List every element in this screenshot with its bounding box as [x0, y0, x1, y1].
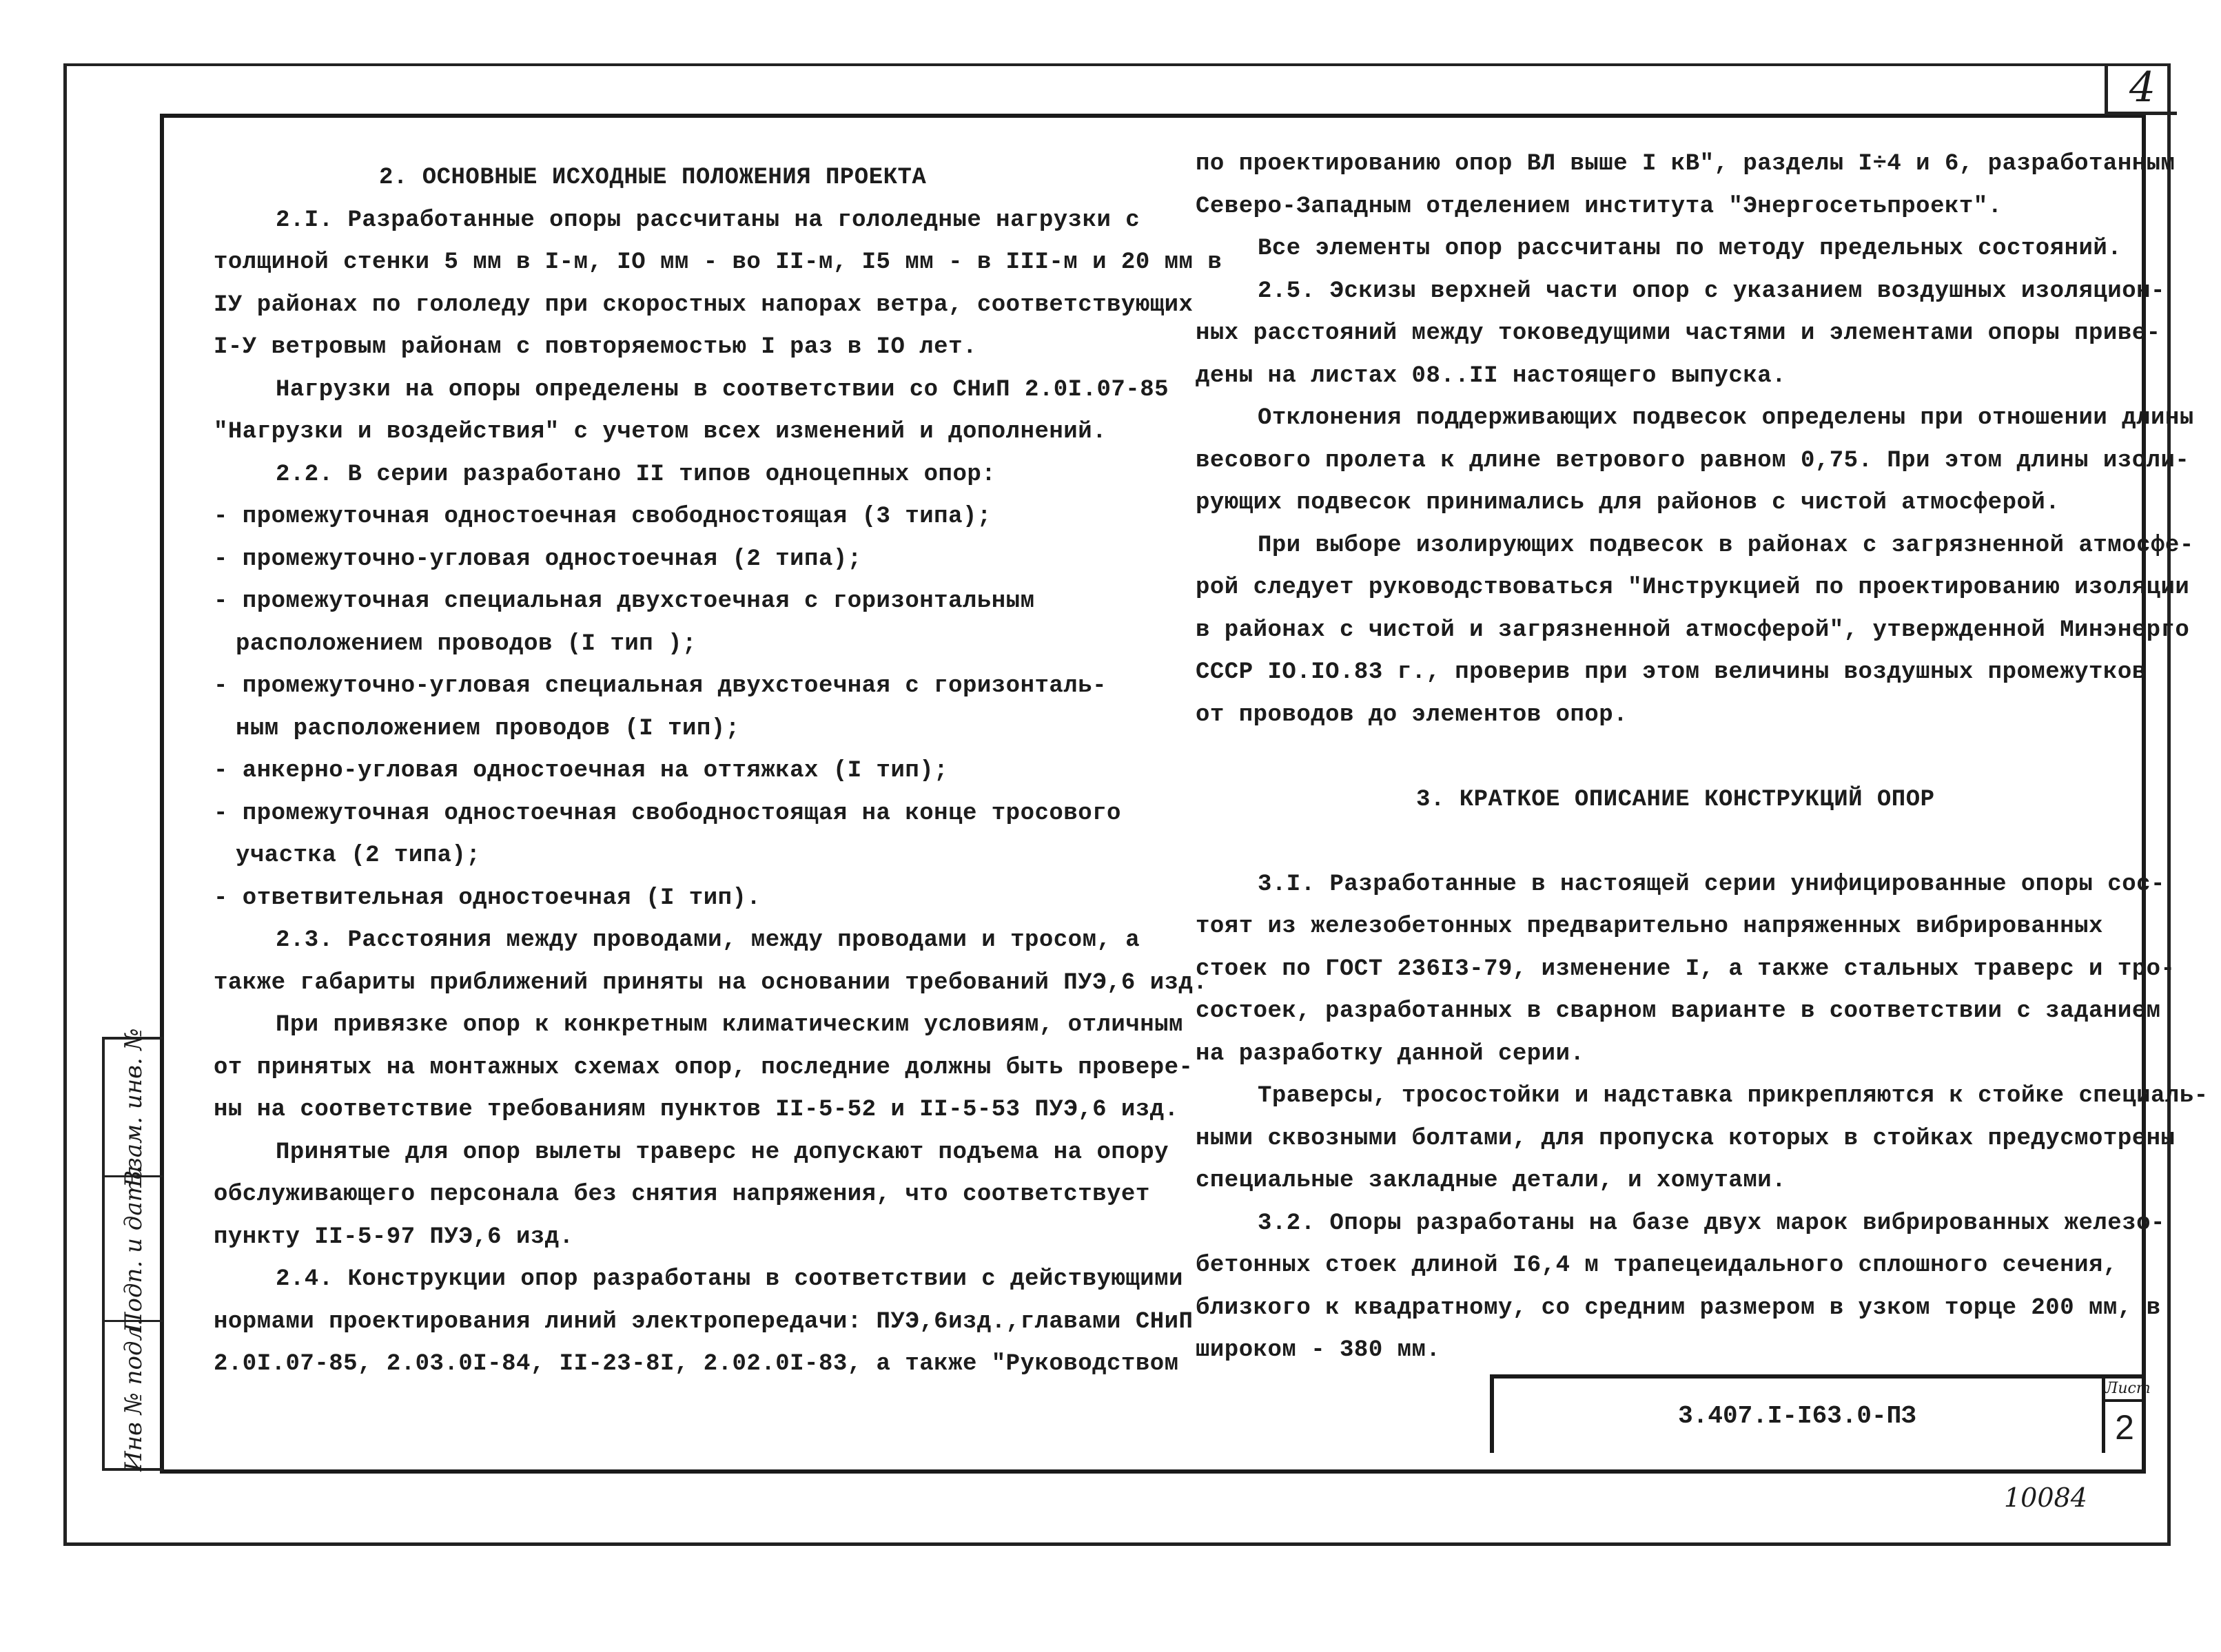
text-line: бетонных стоек длиной I6,4 м трапецеидального сплошного сечения, — [1196, 1252, 2118, 1279]
text-line: пункту II-5-97 ПУЭ,6 изд. — [214, 1223, 574, 1250]
text-line: - промежуточная специальная двухстоечная с горизонтальным — [214, 588, 1035, 615]
text-line: по проектированию опор ВЛ выше I кВ", разделы I÷4 и 6, разработанным — [1196, 151, 2176, 177]
left-text-column — [214, 157, 1222, 1386]
text-line: - промежуточно-угловая специальная двухстоечная с горизонталь- — [214, 673, 1107, 699]
text-line: ны на соответствие требованиям пунктов II-5-52 и II-5-53 ПУЭ,6 изд. — [214, 1097, 1179, 1123]
text-line: стоек по ГОСТ 236I3-79, изменение I, а также стальных траверс и тро- — [1196, 956, 2176, 982]
side-stamp — [102, 1027, 163, 1472]
stamp-label: Инв № подл. — [120, 1319, 147, 1472]
sheet-cell — [2102, 1379, 2151, 1453]
text-line: - анкерно-угловая одностоечная на оттяжках (I тип); — [214, 758, 949, 784]
stamp-replaced-inv — [105, 1027, 163, 1188]
text-line: толщиной стенки 5 мм в I-м, IО мм - во II-м, I5 мм - в III-м и 20 мм в — [214, 249, 1222, 276]
text-line: ных расстояний между токоведущими частями и элементами опоры приве- — [1196, 320, 2161, 347]
text-line: 2.I. Разработанные опоры рассчитаны на гололедные нагрузки с — [276, 207, 1140, 234]
text-line: 3.2. Опоры разработаны на базе двух марок вибрированных железо- — [1258, 1210, 2165, 1237]
document-code: 3.407.I-I63.0-ПЗ — [1678, 1401, 1916, 1430]
text-line: от принятых на монтажных схемах опор, последние должны быть провере- — [214, 1054, 1194, 1081]
stamp-label: Подп. и дата — [120, 1165, 147, 1332]
text-line: состоек, разработанных в сварном варианте в соответствии с заданием — [1196, 998, 2161, 1024]
section-heading: 3. КРАТКОЕ ОПИСАНИЕ КОНСТРУКЦИЙ ОПОР — [1416, 786, 1935, 813]
text-line: 3.I. Разработанные в настоящей серии унифицированные опоры сос- — [1258, 871, 2165, 898]
text-line: от проводов до элементов опор. — [1196, 701, 1628, 728]
text-line: "Нагрузки и воздействия" с учетом всех изменений и дополнений. — [214, 419, 1107, 445]
text-line: Принятые для опор вылеты траверс не допускают подъема на опору — [276, 1139, 1169, 1166]
text-line: широком - 380 мм. — [1196, 1337, 1441, 1363]
text-line: При привязке опор к конкретным климатическим условиям, отличным — [276, 1012, 1183, 1038]
text-line: нормами проектирования линий электропередачи: ПУЭ,6изд.,главами СНиП — [214, 1308, 1194, 1335]
text-line: в районах с чистой и загрязненной атмосферой", утвержденной Минэнерго — [1196, 617, 2190, 643]
text-line: дены на листах 08..II настоящего выпуска. — [1196, 362, 1787, 389]
text-line: рующих подвесок принимались для районов с чистой атмосферой. — [1196, 490, 2060, 516]
text-line: Нагрузки на опоры определены в соответствии со СНиП 2.0I.07-85 — [276, 376, 1169, 403]
text-line: 2.0I.07-85, 2.03.0I-84, II-23-8I, 2.02.0I-83, а также "Руководством — [214, 1351, 1179, 1377]
text-line: - промежуточная одностоечная свободностоящая (3 типа); — [214, 504, 992, 530]
text-line: на разработку данной серии. — [1196, 1040, 1585, 1067]
text-line: ным расположением проводов (I тип); — [236, 715, 740, 742]
section-heading: 2. ОСНОВНЫЕ ИСХОДНЫЕ ПОЛОЖЕНИЯ ПРОЕКТА — [379, 165, 927, 191]
text-line: специальные закладные детали, и хомутами. — [1196, 1168, 1787, 1194]
blank-line — [1196, 736, 2209, 779]
text-line: 2.3. Расстояния между проводами, между проводами и тросом, а — [276, 927, 1140, 953]
text-line: Все элементы опор рассчитаны по методу предельных состояний. — [1258, 236, 2122, 262]
text-line: Траверсы, тросостойки и надставка прикрепляются к стойке специаль- — [1258, 1083, 2209, 1109]
text-line: тоят из железобетонных предварительно напряженных вибрированных — [1196, 913, 2103, 940]
text-line: 2.5. Эскизы верхней части опор с указанием воздушных изоляцион- — [1258, 278, 2165, 304]
text-line: также габариты приближений приняты на основании требований ПУЭ,6 изд. — [214, 969, 1208, 996]
text-line: рой следует руководствоваться "Инструкцией по проектированию изоляции — [1196, 575, 2190, 601]
text-line: участка (2 типа); — [236, 843, 481, 869]
inventory-number: 10084 — [2004, 1483, 2087, 1513]
text-line: - ответвительная одностоечная (I тип). — [214, 885, 761, 911]
blank-line — [1196, 821, 2209, 864]
text-line: 2.4. Конструкции опор разработаны в соответствии с действующими — [276, 1266, 1183, 1292]
text-line: - промежуточно-угловая одностоечная (2 типа); — [214, 546, 862, 572]
text-line: IУ районах по гололеду при скоростных напорах ветра, соответствующих — [214, 291, 1194, 318]
text-line: Северо-Западным отделением института "Энергосетьпроект". — [1196, 193, 2003, 220]
stamp-inv-number — [105, 1319, 163, 1472]
text-line: I-У ветровым районам с повторяемостью I раз в IО лет. — [214, 334, 977, 360]
text-line: весового пролета к длине ветрового равном 0,75. При этом длины изоли- — [1196, 447, 2190, 474]
sheet-number: 4 — [2105, 63, 2177, 115]
text-line: - промежуточная одностоечная свободностоящая на конце тросового — [214, 800, 1121, 827]
sheet-value: 2 — [2115, 1408, 2134, 1447]
text-line: СССР IО.IО.83 г., проверив при этом величины воздушных промежутков — [1196, 659, 2147, 685]
text-line: ными сквозными болтами, для пропуска которых в стойках предусмотрены — [1196, 1125, 2176, 1152]
sheet-label: Лист — [2105, 1379, 2144, 1402]
right-text-column — [1196, 143, 2209, 1372]
text-line: обслуживающего персонала без снятия напряжения, что соответствует — [214, 1181, 1150, 1208]
stamp-label: Взам. инв. № — [120, 1027, 147, 1188]
text-line: Отклонения поддерживающих подвесок определены при отношении длины — [1258, 405, 2194, 431]
text-line: близкого к квадратному, со средним размером в узком торце 200 мм, в — [1196, 1294, 2161, 1321]
stamp-signature-date — [105, 1165, 163, 1332]
text-line: расположением проводов (I тип ); — [236, 630, 697, 657]
text-line: При выборе изолирующих подвесок в районах с загрязненной атмосфе- — [1258, 532, 2194, 559]
text-line: 2.2. В серии разработано II типов одноцепных опор: — [276, 461, 996, 488]
title-block — [1490, 1374, 2151, 1453]
